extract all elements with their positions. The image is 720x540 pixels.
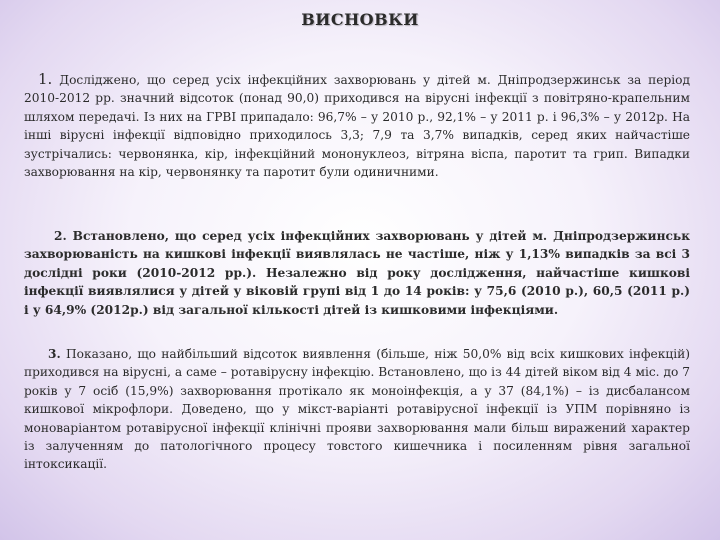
paragraph-number: 1.: [38, 70, 53, 88]
paragraph-number: 3.: [48, 347, 61, 361]
paragraph-number: 2.: [54, 229, 67, 243]
paragraph-text: Досліджено, що серед усіх інфекційних захворювань у дітей м. Дніпродзержинськ за період 2010-2012 рр. значний відсоток (понад 90,0) приходився на вірусні інфекції з повітряно-крапельним шляхом передачі. Із них на ГРВІ припадало: 96,7% – у 2010 р., 92,1% – у 2011 р. і 96,3% – у 2012р. На інші вірусні інфекції відповідно приходилось 3,3; 7,9 та 3,7% випадків, серед яких найчастіше зустрічались: червонянка, кір, інфекційний мононуклеоз, вітряна віспа, паротит та грип. Випадки захворювання на кір, червонянку та паротит були одиничними.: [24, 73, 691, 180]
conclusion-paragraph-1: [24, 70, 690, 181]
page-title: ВИСНОВКИ: [301, 10, 419, 29]
conclusion-paragraph-3: [24, 345, 690, 474]
conclusion-paragraph-2: [24, 227, 690, 319]
paragraph-text: Показано, що найбільший відсоток виявлення (більше, ніж 50,0% від всіх кишкових інфекцій) приходився на вірусні, а саме – ротавірусну інфекцію. Встановлено, що із 44 дітей віком від 4 міс. до 7 років у 7 осіб (15,9%) захворювання протікало як моноінфекція, а у 37 (84,1%) – із дисбалансом кишкової мікрофлори. Доведено, що у мікст-варіанті ротавірусної інфекції із УПМ порівняно із моноваріантом ротавірусної інфекції клінічні прояви захворювання мали більш виражений характер із залученням до патологічного процесу товстого кишечника і посиленням рівня загальної інтоксикації.: [24, 347, 690, 472]
paragraph-text: Встановлено, що серед усіх інфекційних захворювань у дітей м. Дніпродзержинськ захворюваність на кишкові інфекції виявлялась не частіше, ніж у 1,13% випадків за всі 3 дослідні роки (2010-2012 рр.). Незалежно від року дослідження, найчастіше кишкові інфекції виявлялися у дітей у віковій групі від 1 до 14 років: у 75,6 (2010 р.), 60,5 (2011 р.) і у 64,9% (2012р.) від загальної кількості дітей із кишковими інфекціями.: [24, 229, 690, 317]
